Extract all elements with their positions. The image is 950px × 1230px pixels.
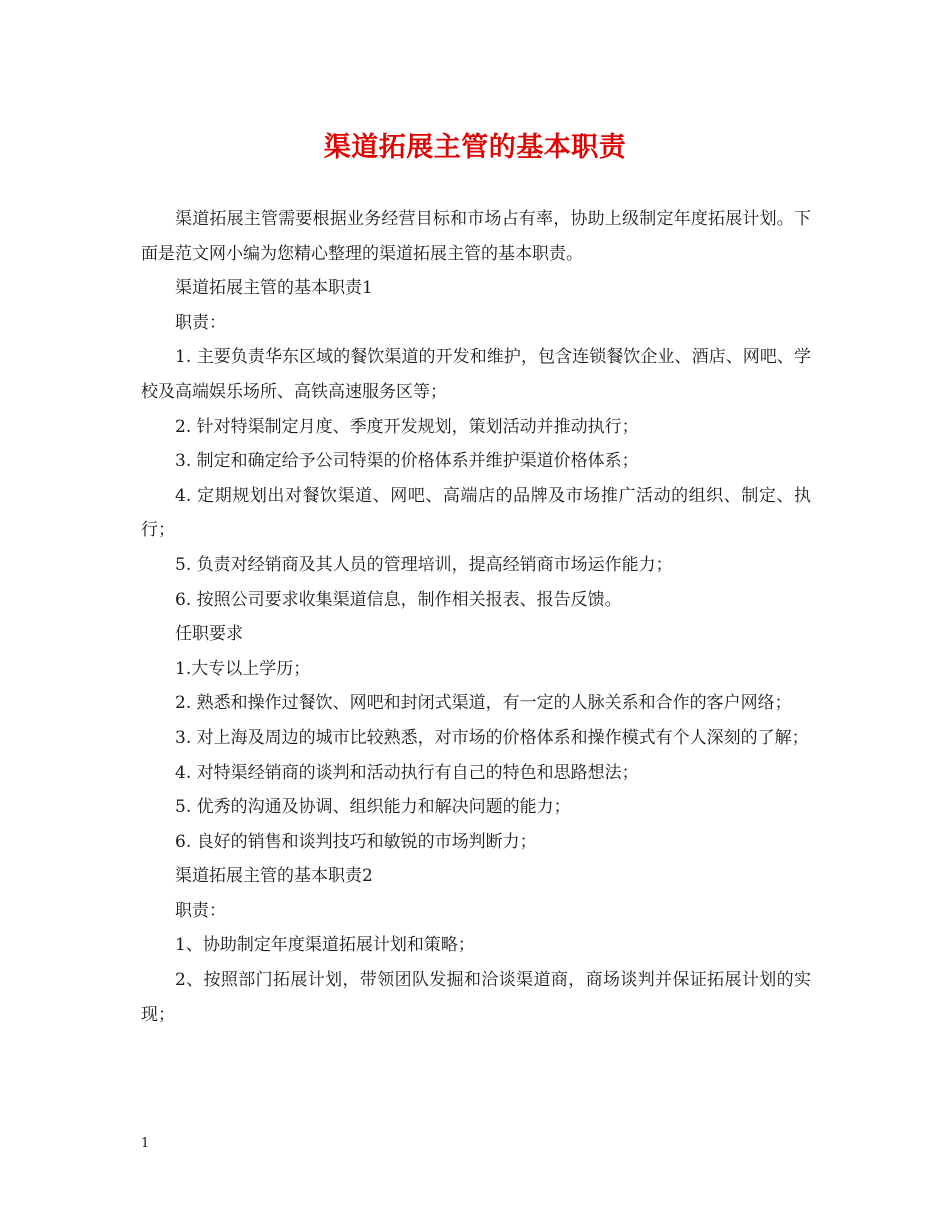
list-item: 6. 良好的销售和谈判技巧和敏锐的市场判断力； (175, 831, 537, 852)
list-item: 5. 负责对经销商及其人员的管理培训，提高经销商市场运作能力； (175, 554, 673, 575)
section-heading-1: 渠道拓展主管的基本职责1 (175, 278, 373, 299)
list-item: 3. 对上海及周边的城市比较熟悉，对市场的价格体系和操作模式有个人深刻的了解； (175, 727, 809, 748)
list-item: 4. 定期规划出对餐饮渠道、网吧、高端店的品牌及市场推广活动的组织、制定、执行； (141, 485, 811, 541)
duties-label: 职责： (175, 900, 226, 921)
list-item: 2、按照部门拓展计划，带领团队发掘和洽谈渠道商，商场谈判并保证拓展计划的实现； (141, 970, 811, 1025)
list-item: 1.大专以上学历； (175, 658, 311, 679)
list-item: 2. 针对特渠制定月度、季度开发规划，策划活动并推动执行； (175, 416, 639, 437)
list-item: 6. 按照公司要求收集渠道信息，制作相关报表、报告反馈。 (175, 589, 622, 610)
list-item: 5. 优秀的沟通及协调、组织能力和解决问题的能力； (175, 797, 571, 818)
requirements-label: 任职要求 (175, 624, 243, 645)
section-heading-2: 渠道拓展主管的基本职责2 (175, 866, 373, 887)
paragraph-intro: 渠道拓展主管需要根据业务经营目标和市场占有率，协助上级制定年度拓展计划。下面是范文网小编为您精心整理的渠道拓展主管的基本职责。 (141, 209, 811, 264)
document-body (141, 202, 811, 1032)
list-item: 1. 主要负责华东区域的餐饮渠道的开发和维护，包含连锁餐饮企业、酒店、网吧、学校及高端娱乐场所、高铁高速服务区等； (141, 347, 811, 402)
duties-label: 职责： (175, 312, 226, 333)
list-item: 1、协助制定年度渠道拓展计划和策略； (175, 935, 475, 956)
document-title: 渠道拓展主管的基本职责 (323, 132, 627, 163)
list-item: 4. 对特渠经销商的谈判和活动执行有自己的特色和思路想法； (175, 762, 639, 783)
list-item: 2. 熟悉和操作过餐饮、网吧和封闭式渠道，有一定的人脉关系和合作的客户网络； (175, 693, 792, 714)
page-number: 1 (141, 1136, 150, 1151)
list-item: 3. 制定和确定给予公司特渠的价格体系并维护渠道价格体系； (175, 451, 639, 472)
